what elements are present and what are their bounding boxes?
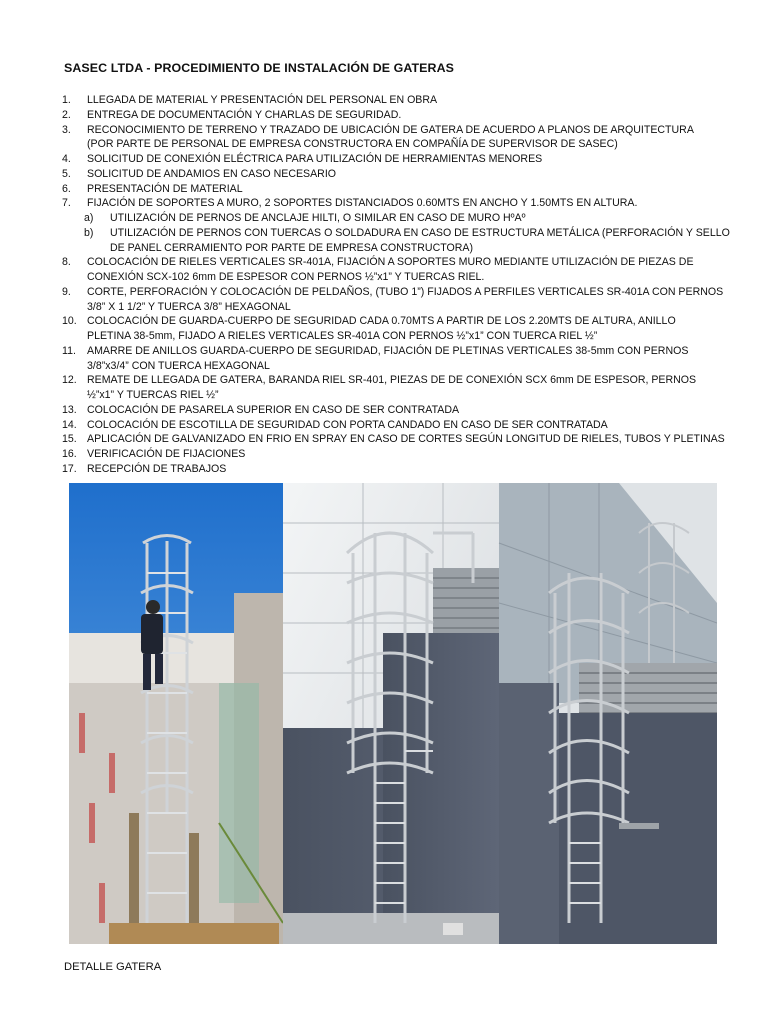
procedure-step — [62, 152, 732, 167]
ladder-photos — [69, 483, 717, 944]
procedure-step — [62, 373, 732, 403]
step-text: SOLICITUD DE ANDAMIOS EN CASO NECESARIO — [87, 167, 336, 180]
step-text-continuation: (POR PARTE DE PERSONAL DE EMPRESA CONSTRUCTORA EN COMPAÑÍA DE SUPERVISOR DE SASEC) — [87, 138, 618, 151]
step-text-continuation: 3/8” X 1 1/2” Y TUERCA 3/8” HEXAGONAL — [87, 300, 291, 313]
step-text: COLOCACIÓN DE RIELES VERTICALES SR-401A, FIJACIÓN A SOPORTES MURO MEDIANTE UTILIZACIÓN DE PIEZAS DE — [87, 256, 694, 269]
step-text: COLOCACIÓN DE ESCOTILLA DE SEGURIDAD CON PORTA CANDADO EN CASO DE SER CONTRATADA — [87, 418, 608, 431]
step-number: 9. — [62, 285, 71, 298]
step-text: COLOCACIÓN DE PASARELA SUPERIOR EN CASO DE SER CONTRATADA — [87, 403, 460, 416]
procedure-step — [62, 447, 732, 462]
step-text: RECEPCIÓN DE TRABAJOS — [87, 462, 227, 475]
step-number: 2. — [62, 108, 71, 121]
step-text: COLOCACIÓN DE GUARDA-CUERPO DE SEGURIDAD CADA 0.70MTS A PARTIR DE LOS 2.20MTS DE ALTURA, ANILLO — [87, 315, 676, 328]
photo-caption: DETALLE GATERA — [64, 961, 162, 973]
procedure-substep — [62, 211, 732, 226]
procedure-step — [62, 196, 732, 255]
step-text-continuation: 3/8”x3/4” CON TUERCA HEXAGONAL — [87, 359, 270, 372]
step-number: 8. — [62, 256, 71, 269]
substep-text: UTILIZACIÓN DE PERNOS CON TUERCAS O SOLDADURA EN CASO DE ESTRUCTURA METÁLICA (PERFORACIÓN Y SELLO — [110, 226, 730, 239]
step-number: 1. — [62, 94, 71, 106]
procedure-step — [62, 108, 732, 123]
step-text: AMARRE DE ANILLOS GUARDA-CUERPO DE SEGURIDAD, FIJACIÓN DE PLETINAS VERTICALES 38-5mm CON PERNOS — [87, 344, 689, 357]
step-text-continuation: CONEXIÓN SCX-102 6mm DE ESPESOR CON PERNOS ½”x1” Y TUERCAS RIEL. — [87, 271, 485, 283]
procedure-step — [62, 403, 732, 418]
step-number: 6. — [62, 182, 71, 195]
step-number: 5. — [62, 167, 71, 180]
procedure-step — [62, 418, 732, 433]
step-text: SOLICITUD DE CONEXIÓN ELÉCTRICA PARA UTILIZACIÓN DE HERRAMIENTAS MENORES — [87, 153, 543, 165]
step-number: 7. — [62, 197, 71, 210]
step-text: LLEGADA DE MATERIAL Y PRESENTACIÓN DEL PERSONAL EN OBRA — [87, 94, 438, 106]
substep-letter: b) — [84, 226, 94, 239]
procedure-step — [62, 344, 732, 374]
photo-worker-on-ladder — [69, 483, 283, 944]
substep-letter: a) — [84, 212, 94, 224]
step-number: 17. — [62, 462, 77, 475]
procedure-step — [62, 462, 732, 477]
photo-ladder-closeup — [499, 483, 717, 944]
photo-ladder-facade — [283, 483, 499, 944]
step-number: 16. — [62, 448, 77, 460]
procedure-substep — [62, 226, 732, 241]
procedure-step — [62, 255, 732, 285]
procedure-step — [62, 182, 732, 197]
substep-text-continuation: DE PANEL CERRAMIENTO POR PARTE DE EMPRESA CONSTRUCTORA) — [110, 241, 473, 254]
procedure-step — [62, 123, 732, 153]
procedure-steps-list — [62, 93, 732, 477]
step-text: REMATE DE LLEGADA DE GATERA, BARANDA RIEL SR-401, PIEZAS DE DE CONEXIÓN SCX 6mm DE ESPESOR, PERNOS — [87, 374, 697, 387]
step-number: 4. — [62, 153, 71, 165]
step-number: 10. — [62, 315, 77, 328]
step-text: CORTE, PERFORACIÓN Y COLOCACIÓN DE PELDAÑOS, (TUBO 1”) FIJADOS A PERFILES VERTICALES SR-401A CON PERNOS — [87, 285, 724, 298]
procedure-step — [62, 93, 732, 108]
step-text: VERIFICACIÓN DE FIJACIONES — [87, 448, 246, 460]
procedure-step — [62, 314, 732, 344]
step-text: FIJACIÓN DE SOPORTES A MURO, 2 SOPORTES DISTANCIADOS 0.60MTS EN ANCHO Y 1.50MTS EN ALTURA. — [87, 197, 638, 210]
procedure-step — [62, 167, 732, 182]
step-number: 14. — [62, 418, 77, 431]
step-text: ENTREGA DE DOCUMENTACIÓN Y CHARLAS DE SEGURIDAD. — [87, 108, 402, 121]
step-text: RECONOCIMIENTO DE TERRENO Y TRAZADO DE UBICACIÓN DE GATERA DE ACUERDO A PLANOS DE ARQUITECTURA — [87, 123, 694, 136]
document-title: SASEC LTDA - PROCEDIMIENTO DE INSTALACIÓN DE GATERAS — [64, 61, 455, 75]
step-number: 13. — [62, 403, 77, 416]
step-number: 12. — [62, 374, 77, 387]
step-number: 3. — [62, 123, 71, 136]
step-text-continuation: ½”x1” Y TUERCAS RIEL ½” — [87, 389, 219, 401]
step-text: PRESENTACIÓN DE MATERIAL — [87, 182, 243, 195]
substep-text: UTILIZACIÓN DE PERNOS DE ANCLAJE HILTI, O SIMILAR EN CASO DE MURO HºAº — [110, 212, 526, 224]
procedure-step — [62, 285, 732, 315]
procedure-step — [62, 432, 732, 447]
step-text-continuation: PLETINA 38-5mm, FIJADO A RIELES VERTICALES SR-401A CON PERNOS ½”x1” CON TUERCA RIEL ½” — [87, 330, 598, 342]
step-number: 11. — [62, 344, 76, 357]
step-text: APLICACIÓN DE GALVANIZADO EN FRIO EN SPRAY EN CASO DE CORTES SEGÚN LONGITUD DE RIELES, TUBOS Y PLETINAS — [87, 433, 725, 446]
step-number: 15. — [62, 433, 77, 446]
